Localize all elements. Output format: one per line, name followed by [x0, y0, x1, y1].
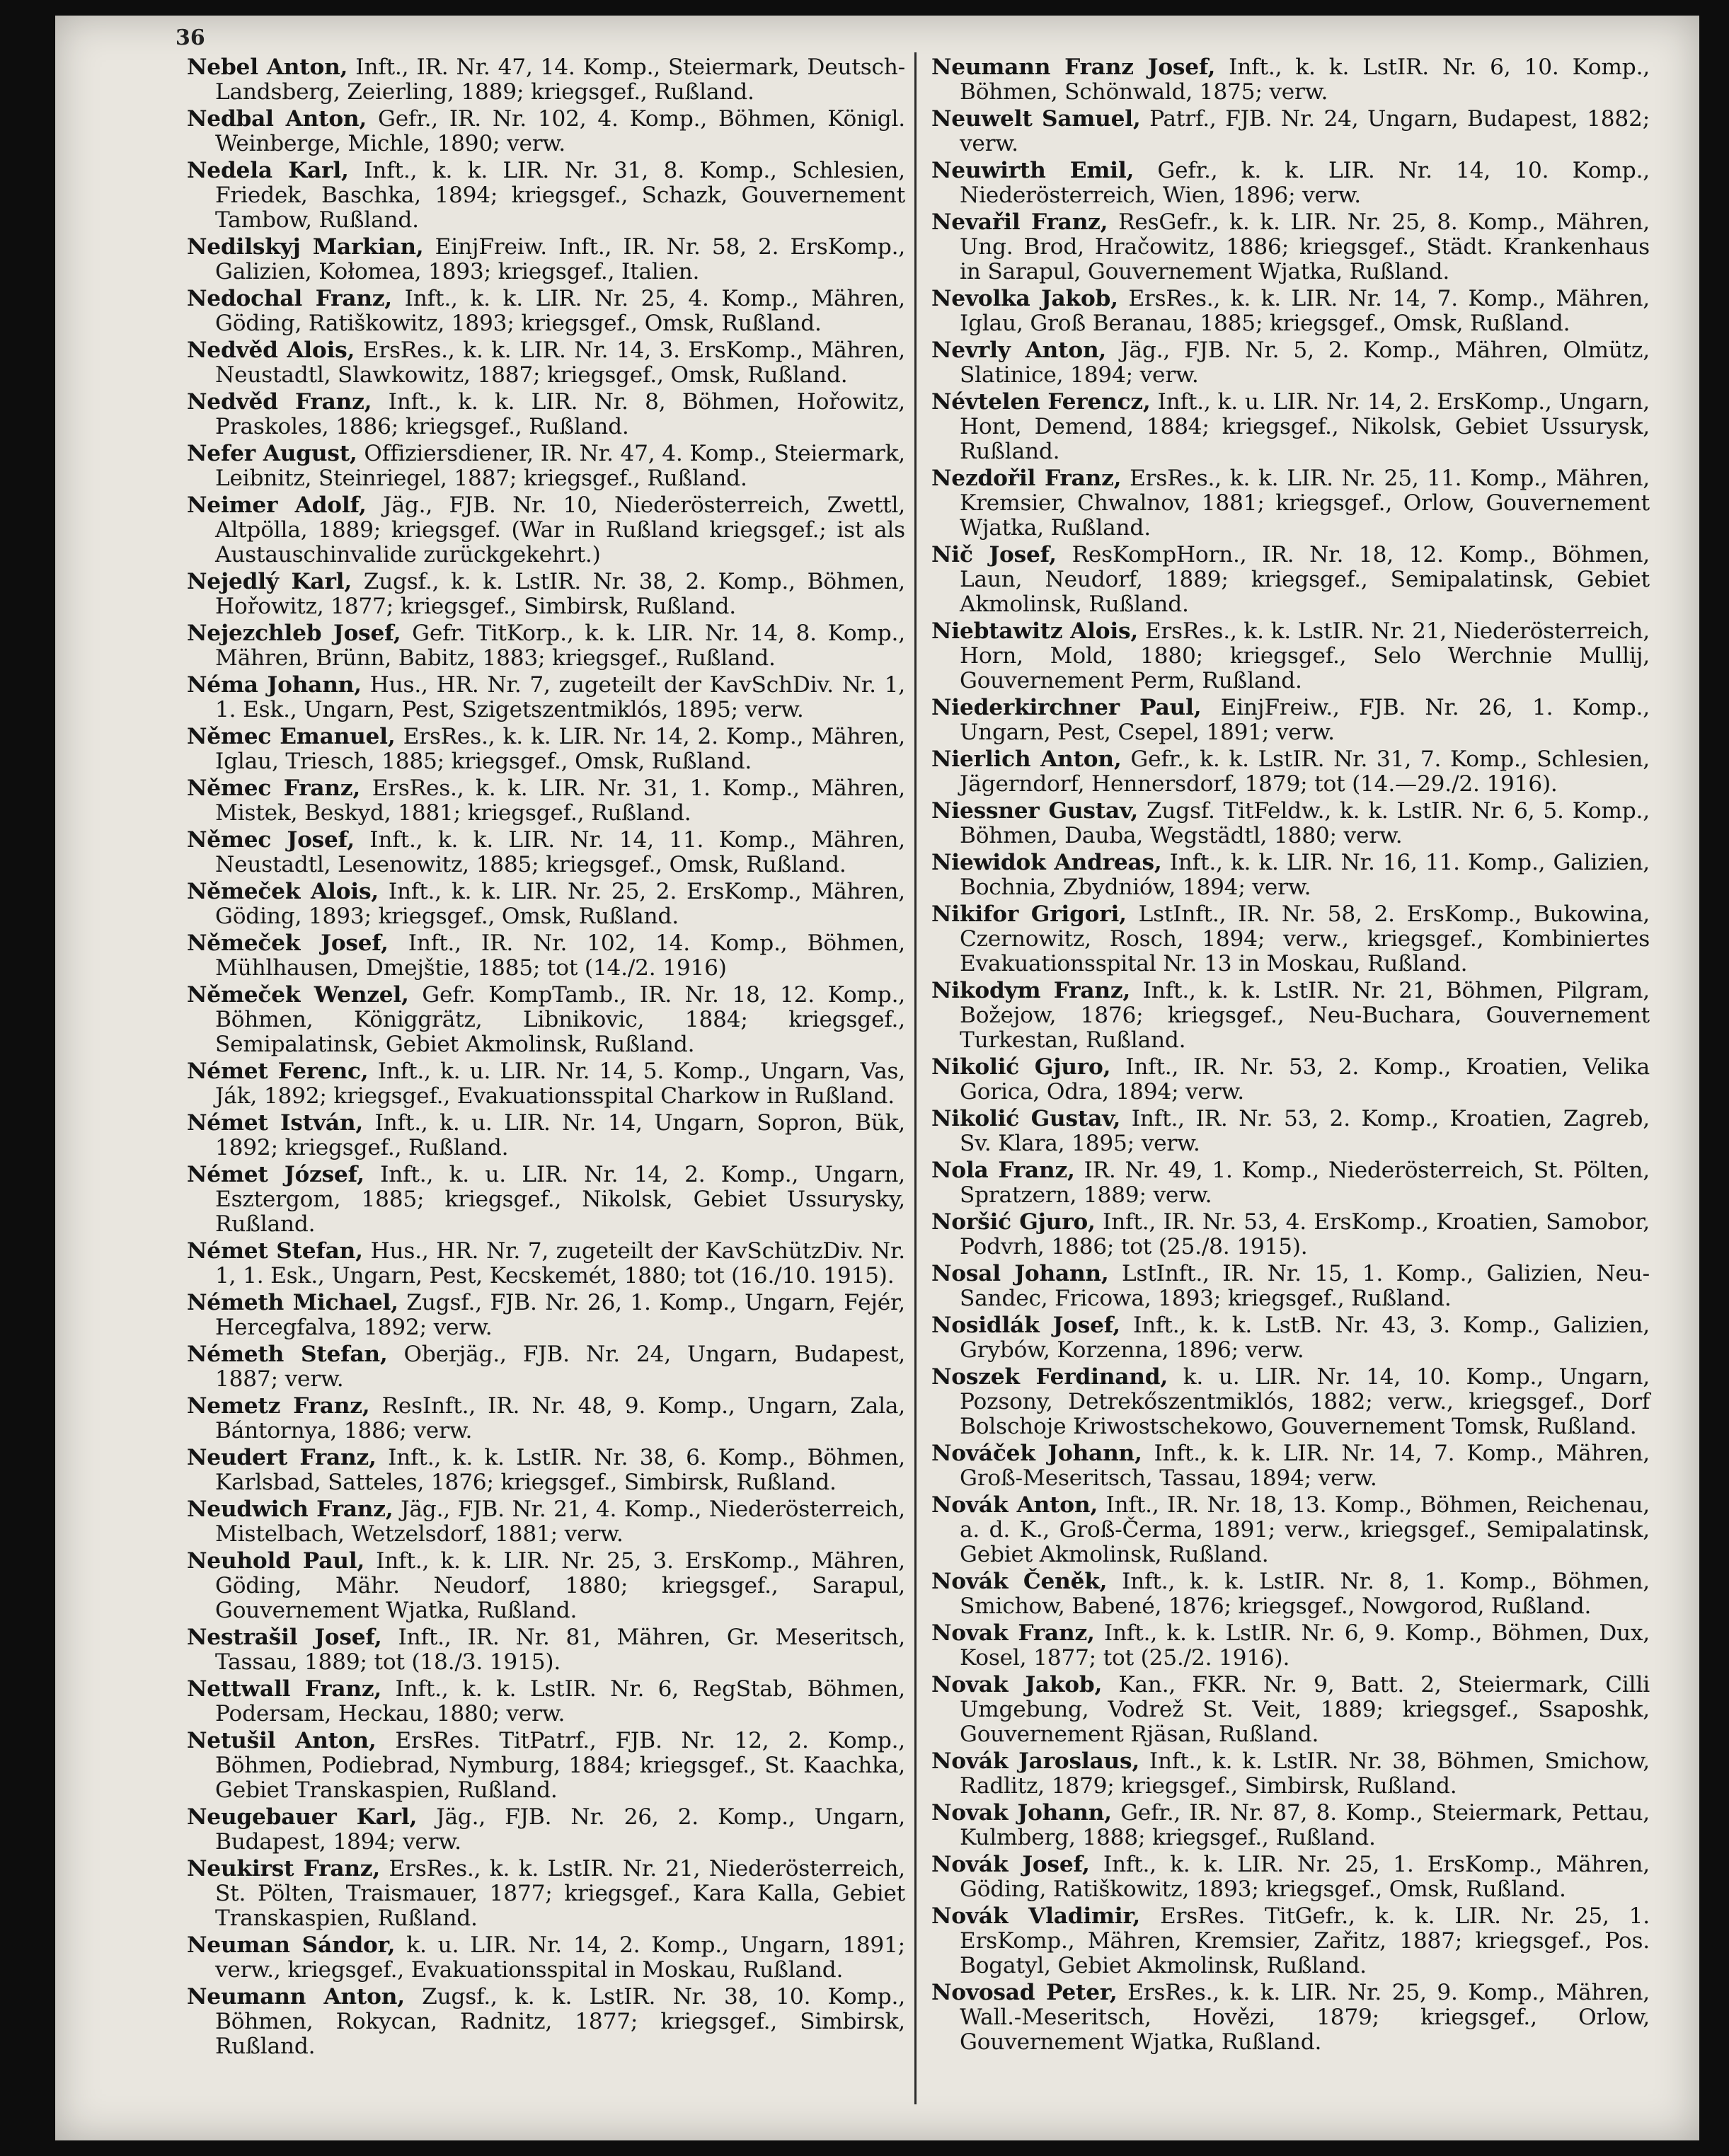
register-entry — [187, 287, 905, 336]
register-entry — [187, 1059, 905, 1109]
register-entry — [931, 1262, 1650, 1311]
entry-name: Nikifor Grigori, — [931, 901, 1127, 927]
entry-name: Němeček Alois, — [187, 879, 379, 904]
entry-name: Nevařil Franz, — [931, 209, 1108, 235]
entry-details: Inft., k. k. LstIR. Nr. 38, 6. Komp., Böhmen, Karlsbad, Satteles, 1876; kriegsgef., Simbirsk, Rußland. — [215, 1445, 905, 1495]
entry-details: Inft., k. k. LIR. Nr. 25, 4. Komp., Mähren, Göding, Ratiškowitz, 1893; kriegsgef., Omsk, Rußland. — [215, 286, 906, 336]
register-entry — [187, 828, 905, 877]
entry-name: Német István, — [187, 1110, 364, 1136]
register-entry — [187, 1394, 905, 1443]
entry-name: Novák Josef, — [931, 1852, 1090, 1877]
entry-details: ErsRes., k. k. LstIR. Nr. 21, Niederösterreich, St. Pölten, Traismauer, 1877; kriegsgef., Kara Kalla, Gebiet Transkaspien, Rußland. — [215, 1856, 905, 1931]
register-entry — [931, 979, 1650, 1053]
entry-name: Novosad Peter, — [931, 1980, 1118, 2005]
entry-name: Niewidok Andreas, — [931, 850, 1162, 875]
entry-details: Hus., HR. Nr. 7, zugeteilt der KavSchDiv. Nr. 1, 1. Esk., Ungarn, Pest, Szigetszentmiklós, 1895; verw. — [215, 672, 905, 722]
entry-name: Neudwich Franz, — [187, 1497, 394, 1522]
entry-details: Zugsf., k. k. LstIR. Nr. 38, 2. Komp., Böhmen, Hořowitz, 1877; kriegsgef., Simbirsk, Rußland. — [215, 569, 905, 619]
register-entry — [931, 158, 1650, 208]
entry-name: Nikolić Gustav, — [931, 1106, 1121, 1131]
register-entry — [187, 1933, 905, 1983]
entry-name: Němec Josef, — [187, 827, 355, 853]
entry-details: Zugsf. TitFeldw., k. k. LstIR. Nr. 6, 5. Komp., Böhmen, Dauba, Wegstädtl, 1880; verw. — [960, 798, 1650, 848]
entry-name: Neuwirth Emil, — [931, 158, 1135, 183]
register-entry — [187, 880, 905, 929]
register-entry — [931, 107, 1650, 156]
entry-name: Novák Jaroslaus, — [931, 1748, 1139, 1774]
register-entry — [187, 1857, 905, 1931]
register-entry — [187, 235, 905, 284]
entry-details: Jäg., FJB. Nr. 21, 4. Komp., Niederösterreich, Mistelbach, Wetzelsdorf, 1881; verw. — [215, 1497, 905, 1547]
register-entry — [187, 1805, 905, 1855]
register-entry — [187, 1497, 905, 1547]
register-entry — [931, 1210, 1650, 1259]
register-entry — [187, 1342, 905, 1392]
register-entry — [931, 1621, 1650, 1671]
entry-details: IR. Nr. 49, 1. Komp., Niederösterreich, St. Pölten, Spratzern, 1889; verw. — [960, 1158, 1650, 1208]
register-entry — [187, 493, 905, 567]
entry-name: Nosidlák Josef, — [931, 1313, 1120, 1338]
entry-details: Inft., k. k. LstIR. Nr. 6, 10. Komp., Böhmen, Schönwald, 1875; verw. — [960, 54, 1650, 105]
register-entry — [187, 55, 905, 105]
entry-details: Jäg., FJB. Nr. 5, 2. Komp., Mähren, Olmütz, Slatinice, 1894; verw. — [960, 338, 1650, 388]
register-entry — [187, 725, 905, 774]
entry-name: Niederkirchner Paul, — [931, 695, 1202, 720]
entry-name: Nierlich Anton, — [931, 746, 1122, 772]
entry-details: Gefr., IR. Nr. 102, 4. Komp., Böhmen, Königl. Weinberge, Michle, 1890; verw. — [215, 106, 906, 156]
register-entry — [931, 799, 1650, 848]
register-entry — [187, 1549, 905, 1623]
entry-name: Noršić Gjuro, — [931, 1209, 1096, 1235]
page-number: 36 — [176, 25, 205, 50]
entry-name: Němec Franz, — [187, 776, 360, 801]
entry-details: Inft., k. k. LstIR. Nr. 8, 1. Komp., Böhmen, Smichow, Babené, 1876; kriegsgef., Nowgorod, Rußland. — [960, 1569, 1650, 1619]
entry-details: Inft., k. u. LIR. Nr. 14, Ungarn, Sopron, Bük, 1892; kriegsgef., Rußland. — [215, 1110, 905, 1160]
register-entry — [931, 1673, 1650, 1747]
register-entry — [187, 1163, 905, 1237]
register-entry — [931, 902, 1650, 976]
register-entry — [931, 1801, 1650, 1850]
entry-name: Németh Michael, — [187, 1290, 398, 1315]
register-entry — [931, 696, 1650, 745]
entry-details: Inft., k. k. LstIR. Nr. 21, Böhmen, Pilgram, Božejow, 1876; kriegsgef., Neu-Buchara, Gouvernement Turkestan, Rußland. — [960, 978, 1650, 1053]
entry-details: Gefr. KompTamb., IR. Nr. 18, 12. Komp., Böhmen, Königgrätz, Libnikovic, 1884; kriegsgef., Semipalatinsk, Gebiet Akmolinsk, Rußland. — [215, 982, 905, 1057]
column-divider — [914, 52, 917, 2104]
entry-details: LstInft., IR. Nr. 58, 2. ErsKomp., Bukowina, Czernowitz, Rosch, 1894; verw., kriegsgef., Kombiniertes Evakuationsspital Nr. 13 in Moskau, Rußland. — [960, 901, 1650, 976]
entry-details: ErsRes., k. k. LIR. Nr. 14, 2. Komp., Mähren, Iglau, Triesch, 1885; kriegsgef., Omsk, Rußland. — [215, 724, 905, 774]
entry-details: Gefr., k. k. LIR. Nr. 14, 10. Komp., Niederösterreich, Wien, 1896; verw. — [960, 158, 1650, 208]
entry-name: Neugebauer Karl, — [187, 1804, 418, 1830]
register-entry — [931, 390, 1650, 464]
entry-details: ErsRes., k. k. LIR. Nr. 14, 3. ErsKomp., Mähren, Neustadtl, Slawkowitz, 1887; kriegsgef., Omsk, Rußland. — [215, 338, 906, 388]
entry-details: Kan., FKR. Nr. 9, Batt. 2, Steiermark, Cilli Umgebung, Vodrež St. Veit, 1889; kriegsgef., Ssaposhk, Gouvernement Rjäsan, Rußland. — [960, 1672, 1650, 1747]
entry-name: Nič Josef, — [931, 542, 1057, 567]
register-entry — [931, 1569, 1650, 1619]
register-entry — [187, 983, 905, 1057]
entry-name: Nedvěd Franz, — [187, 389, 372, 415]
entry-name: Neudert Franz, — [187, 1445, 377, 1470]
entry-name: Novák Anton, — [931, 1492, 1098, 1518]
entry-details: EinjFreiw., FJB. Nr. 26, 1. Komp., Ungarn, Pest, Csepel, 1891; verw. — [960, 695, 1650, 745]
entry-details: Offiziersdiener, IR. Nr. 47, 4. Komp., Steiermark, Leibnitz, Steinriegel, 1887; kriegsgef., Rußland. — [215, 441, 905, 491]
entry-details: Inft., k. k. LIR. Nr. 14, 11. Komp., Mähren, Neustadtl, Lesenowitz, 1885; kriegsgef., Omsk, Rußland. — [215, 827, 905, 877]
entry-details: Hus., HR. Nr. 7, zugeteilt der KavSchützDiv. Nr. 1, 1. Esk., Ungarn, Pest, Kecskemét, 1880; tot (16./10. 1915). — [215, 1238, 905, 1289]
register-entry — [187, 1291, 905, 1340]
entry-details: ResGefr., k. k. LIR. Nr. 25, 8. Komp., Mähren, Ung. Brod, Hračowitz, 1886; kriegsgef., Städt. Krankenhaus in Sarapul, Gouvernement Wjatka, Rußland. — [960, 209, 1650, 284]
entry-details: Inft., k. k. LIR. Nr. 25, 1. ErsKomp., Mähren, Göding, Ratiškowitz, 1893; kriegsgef., Omsk, Rußland. — [960, 1852, 1650, 1902]
entry-name: Novak Jakob, — [931, 1672, 1103, 1697]
entry-details: k. u. LIR. Nr. 14, 10. Komp., Ungarn, Pozsony, Detrekőszentmiklós, 1882; verw., kriegsgef., Dorf Bolschoje Kriwostschekowo, Gouvernement Tomsk, Rußland. — [960, 1364, 1650, 1439]
entry-details: Patrf., FJB. Nr. 24, Ungarn, Budapest, 1882; verw. — [960, 106, 1650, 156]
register-entry — [931, 619, 1650, 693]
entry-name: Nola Franz, — [931, 1158, 1075, 1183]
entry-details: ResInft., IR. Nr. 48, 9. Komp., Ungarn, Zala, Bántornya, 1886; verw. — [215, 1393, 905, 1443]
document-page — [55, 16, 1699, 2140]
entry-name: Novak Johann, — [931, 1800, 1112, 1826]
register-entry — [931, 1313, 1650, 1363]
entry-details: ErsRes. TitGefr., k. k. LIR. Nr. 25, 1. ErsKomp., Mähren, Kremsier, Zařitz, 1887; kriegsgef., Pos. Bogatyl, Gebiet Akmolinsk, Rußland. — [960, 1903, 1650, 1978]
entry-name: Němeček Josef, — [187, 930, 389, 956]
entry-name: Nevrly Anton, — [931, 338, 1107, 363]
register-entry — [187, 1625, 905, 1675]
entry-name: Német József, — [187, 1162, 364, 1187]
entry-details: Gefr. TitKorp., k. k. LIR. Nr. 14, 8. Komp., Mähren, Brünn, Babitz, 1883; kriegsgef., Rußland. — [215, 621, 905, 671]
register-entry — [187, 776, 905, 826]
entry-details: ErsRes., k. k. LIR. Nr. 25, 9. Komp., Mähren, Wall.-Meseritsch, Hovězi, 1879; kriegsgef., Orlow, Gouvernement Wjatka, Rußland. — [960, 1980, 1650, 2055]
entry-details: Jäg., FJB. Nr. 26, 2. Komp., Ungarn, Budapest, 1894; verw. — [215, 1804, 906, 1855]
entry-name: Nezdořil Franz, — [931, 466, 1122, 491]
entry-name: Nestrašil Josef, — [187, 1625, 382, 1650]
entry-details: Zugsf., k. k. LstIR. Nr. 38, 10. Komp., Böhmen, Rokycan, Radnitz, 1877; kriegsgef., Simbirsk, Rußland. — [215, 1984, 905, 2059]
entry-details: Inft., k. k. LIR. Nr. 8, Böhmen, Hořowitz, Praskoles, 1886; kriegsgef., Rußland. — [215, 389, 905, 439]
register-entry — [931, 55, 1650, 105]
register-entry — [187, 673, 905, 722]
register-entry — [931, 1107, 1650, 1156]
register-entry — [931, 1441, 1650, 1491]
entry-details: k. u. LIR. Nr. 14, 2. Komp., Ungarn, 1891; verw., kriegsgef., Evakuationsspital in Moskau, Rußland. — [215, 1932, 905, 1983]
register-entry — [931, 1904, 1650, 1978]
entry-name: Noszek Ferdinand, — [931, 1364, 1168, 1390]
entry-name: Nedela Karl, — [187, 158, 349, 183]
entry-details: Inft., k. k. LIR. Nr. 25, 2. ErsKomp., Mähren, Göding, 1893; kriegsgef., Omsk, Rußland. — [215, 879, 905, 929]
register-entry — [187, 1111, 905, 1160]
entry-details: Inft., k. u. LIR. Nr. 14, 2. Komp., Ungarn, Esztergom, 1885; kriegsgef., Nikolsk, Gebiet Ussurysky, Rußland. — [215, 1162, 905, 1237]
entry-name: Nejedlý Karl, — [187, 569, 352, 594]
entry-details: Inft., IR. Nr. 47, 14. Komp., Steiermark, Deutsch-Landsberg, Zeierling, 1889; kriegsgef., Rußland. — [215, 54, 905, 105]
register-entry — [187, 1677, 905, 1726]
entry-details: Inft., k. k. LstIR. Nr. 6, RegStab, Böhmen, Podersam, Heckau, 1880; verw. — [215, 1676, 906, 1726]
entry-name: Nejezchleb Josef, — [187, 621, 401, 646]
entry-details: Inft., k. k. LIR. Nr. 31, 8. Komp., Schlesien, Friedek, Baschka, 1894; kriegsgef., Schazk, Gouvernement Tambow, Rußland. — [215, 158, 906, 233]
entry-name: Németh Stefan, — [187, 1342, 388, 1367]
entry-details: Inft., k. k. LstIR. Nr. 6, 9. Komp., Böhmen, Dux, Kosel, 1877; tot (25./2. 1916). — [960, 1620, 1650, 1671]
entry-details: ErsRes., k. k. LstIR. Nr. 21, Niederösterreich, Horn, Mold, 1880; kriegsgef., Selo Werchnie Mullij, Gouvernement Perm, Rußland. — [960, 618, 1650, 693]
register-entry — [187, 570, 905, 619]
entry-details: Inft., k. k. LIR. Nr. 25, 3. ErsKomp., Mähren, Göding, Mähr. Neudorf, 1880; kriegsgef., Sarapul, Gouvernement Wjatka, Rußland. — [215, 1548, 905, 1623]
register-entry — [931, 466, 1650, 541]
entry-details: Inft., k. k. LstIR. Nr. 38, Böhmen, Smichow, Radlitz, 1879; kriegsgef., Simbirsk, Rußland. — [960, 1748, 1650, 1799]
register-entry — [187, 621, 905, 671]
entry-name: Neuman Sándor, — [187, 1932, 396, 1958]
register-entry — [187, 1446, 905, 1495]
entry-details: Inft., k. u. LIR. Nr. 14, 5. Komp., Ungarn, Vas, Ják, 1892; kriegsgef., Evakuationsspital Charkow in Rußland. — [215, 1059, 905, 1109]
register-entry — [931, 338, 1650, 388]
entry-name: Nebel Anton, — [187, 54, 348, 80]
entry-details: Inft., k. u. LIR. Nr. 14, 2. ErsKomp., Ungarn, Hont, Demend, 1884; kriegsgef., Nikolsk, Gebiet Ussurysk, Rußland. — [960, 389, 1650, 464]
left-column — [187, 55, 905, 2061]
entry-details: ErsRes., k. k. LIR. Nr. 25, 11. Komp., Mähren, Kremsier, Chwalnov, 1881; kriegsgef., Orlow, Gouvernement Wjatka, Rußland. — [960, 466, 1650, 541]
entry-name: Novak Franz, — [931, 1620, 1095, 1646]
register-entry — [187, 1729, 905, 1803]
register-entry — [187, 931, 905, 981]
entry-name: Němeček Wenzel, — [187, 982, 409, 1008]
entry-name: Nevolka Jakob, — [931, 286, 1118, 311]
entry-name: Nikodym Franz, — [931, 978, 1131, 1003]
entry-name: Nettwall Franz, — [187, 1676, 382, 1702]
entry-name: Nefer August, — [187, 441, 357, 466]
register-entry — [187, 338, 905, 388]
register-entry — [931, 851, 1650, 900]
entry-details: Gefr., k. k. LstIR. Nr. 31, 7. Komp., Schlesien, Jägerndorf, Hennersdorf, 1879; tot (14.—29./2. 1916). — [960, 746, 1650, 797]
entry-name: Nováček Johann, — [931, 1441, 1142, 1466]
register-entry — [187, 107, 905, 156]
entry-name: Nedochal Franz, — [187, 286, 392, 311]
register-entry — [187, 390, 905, 439]
entry-name: Netušil Anton, — [187, 1728, 377, 1753]
entry-details: Inft., IR. Nr. 53, 2. Komp., Kroatien, Velika Gorica, Odra, 1894; verw. — [960, 1054, 1650, 1105]
entry-details: Inft., k. k. LstB. Nr. 43, 3. Komp., Galizien, Grybów, Korzenna, 1896; verw. — [960, 1313, 1650, 1363]
register-entry — [187, 442, 905, 491]
entry-name: Novák Vladimir, — [931, 1903, 1141, 1929]
register-entry — [931, 287, 1650, 336]
entry-name: Neuwelt Samuel, — [931, 106, 1141, 132]
entry-name: Němec Emanuel, — [187, 724, 396, 749]
entry-details: Inft., k. k. LIR. Nr. 14, 7. Komp., Mähren, Groß-Meseritsch, Tassau, 1894; verw. — [960, 1441, 1650, 1491]
register-entry — [931, 210, 1650, 284]
entry-details: ErsRes., k. k. LIR. Nr. 14, 7. Komp., Mähren, Iglau, Groß Beranau, 1885; kriegsgef., Omsk, Rußland. — [960, 286, 1650, 336]
entry-name: Néma Johann, — [187, 672, 362, 698]
entry-name: Nosal Johann, — [931, 1261, 1109, 1286]
entry-details: LstInft., IR. Nr. 15, 1. Komp., Galizien, Neu-Sandec, Fricowa, 1893; kriegsgef., Rußland. — [960, 1261, 1650, 1311]
entry-details: Inft., IR. Nr. 81, Mähren, Gr. Meseritsch, Tassau, 1889; tot (18./3. 1915). — [215, 1625, 905, 1675]
entry-details: Inft., IR. Nr. 102, 14. Komp., Böhmen, Mühlhausen, Dmejštie, 1885; tot (14./2. 1916) — [215, 930, 905, 981]
register-entry — [931, 1852, 1650, 1902]
entry-name: Nedvěd Alois, — [187, 338, 355, 363]
entry-details: Inft., IR. Nr. 53, 2. Komp., Kroatien, Zagreb, Sv. Klara, 1895; verw. — [960, 1106, 1650, 1156]
entry-name: Névtelen Ferencz, — [931, 389, 1151, 415]
register-entry — [931, 543, 1650, 617]
entry-name: Neimer Adolf, — [187, 492, 367, 518]
entry-name: Nedbal Anton, — [187, 106, 367, 132]
register-entry — [931, 1055, 1650, 1105]
register-entry — [187, 1985, 905, 2059]
register-entry — [931, 1365, 1650, 1439]
entry-name: Neumann Anton, — [187, 1984, 405, 2010]
entry-name: Niebtawitz Alois, — [931, 618, 1139, 644]
register-entry — [931, 1981, 1650, 2055]
register-entry — [187, 1239, 905, 1289]
register-entry — [931, 1749, 1650, 1799]
entry-name: Nemetz Franz, — [187, 1393, 370, 1419]
entry-details: Oberjäg., FJB. Nr. 24, Ungarn, Budapest, 1887; verw. — [215, 1342, 905, 1392]
entry-details: Jäg., FJB. Nr. 10, Niederösterreich, Zwettl, Altpölla, 1889; kriegsgef. (War in Rußland kriegsgef.; ist als Austauschinvalide zurückgekehrt.) — [215, 492, 905, 567]
entry-details: ErsRes. TitPatrf., FJB. Nr. 12, 2. Komp., Böhmen, Podiebrad, Nymburg, 1884; kriegsgef., St. Kaachka, Gebiet Transkaspien, Rußland. — [215, 1728, 906, 1803]
entry-details: ErsRes., k. k. LIR. Nr. 31, 1. Komp., Mähren, Mistek, Beskyd, 1881; kriegsgef., Rußland. — [215, 776, 905, 826]
entry-details: Gefr., IR. Nr. 87, 8. Komp., Steiermark, Pettau, Kulmberg, 1888; kriegsgef., Rußland. — [960, 1800, 1650, 1850]
entry-details: Inft., IR. Nr. 53, 4. ErsKomp., Kroatien, Samobor, Podvrh, 1886; tot (25./8. 1915). — [960, 1209, 1650, 1259]
entry-details: Inft., k. k. LIR. Nr. 16, 11. Komp., Galizien, Bochnia, Zbydniów, 1894; verw. — [960, 850, 1650, 900]
right-column — [931, 55, 1650, 2057]
entry-details: Zugsf., FJB. Nr. 26, 1. Komp., Ungarn, Fejér, Hercegfalva, 1892; verw. — [215, 1290, 906, 1340]
register-entry — [931, 1158, 1650, 1208]
entry-name: Neuhold Paul, — [187, 1548, 365, 1574]
entry-name: Neukirst Franz, — [187, 1856, 380, 1881]
entry-name: Német Ferenc, — [187, 1059, 369, 1084]
entry-name: Német Stefan, — [187, 1238, 363, 1264]
entry-name: Niessner Gustav, — [931, 798, 1138, 824]
register-entry — [931, 747, 1650, 797]
entry-name: Neumann Franz Josef, — [931, 54, 1216, 80]
register-entry — [187, 158, 905, 233]
entry-details: ResKompHorn., IR. Nr. 18, 12. Komp., Böhmen, Laun, Neudorf, 1889; kriegsgef., Semipalatinsk, Gebiet Akmolinsk, Rußland. — [960, 542, 1650, 617]
entry-details: EinjFreiw. Inft., IR. Nr. 58, 2. ErsKomp., Galizien, Kołomea, 1893; kriegsgef., Italien. — [215, 234, 906, 284]
entry-name: Novák Čeněk, — [931, 1569, 1108, 1594]
entry-name: Nikolić Gjuro, — [931, 1054, 1111, 1080]
entry-details: Inft., IR. Nr. 18, 13. Komp., Böhmen, Reichenau, a. d. K., Groß-Čerma, 1891; verw., kriegsgef., Semipalatinsk, Gebiet Akmolinsk, Rußland. — [960, 1492, 1650, 1567]
register-entry — [931, 1493, 1650, 1567]
entry-name: Nedilskyj Markian, — [187, 234, 424, 260]
